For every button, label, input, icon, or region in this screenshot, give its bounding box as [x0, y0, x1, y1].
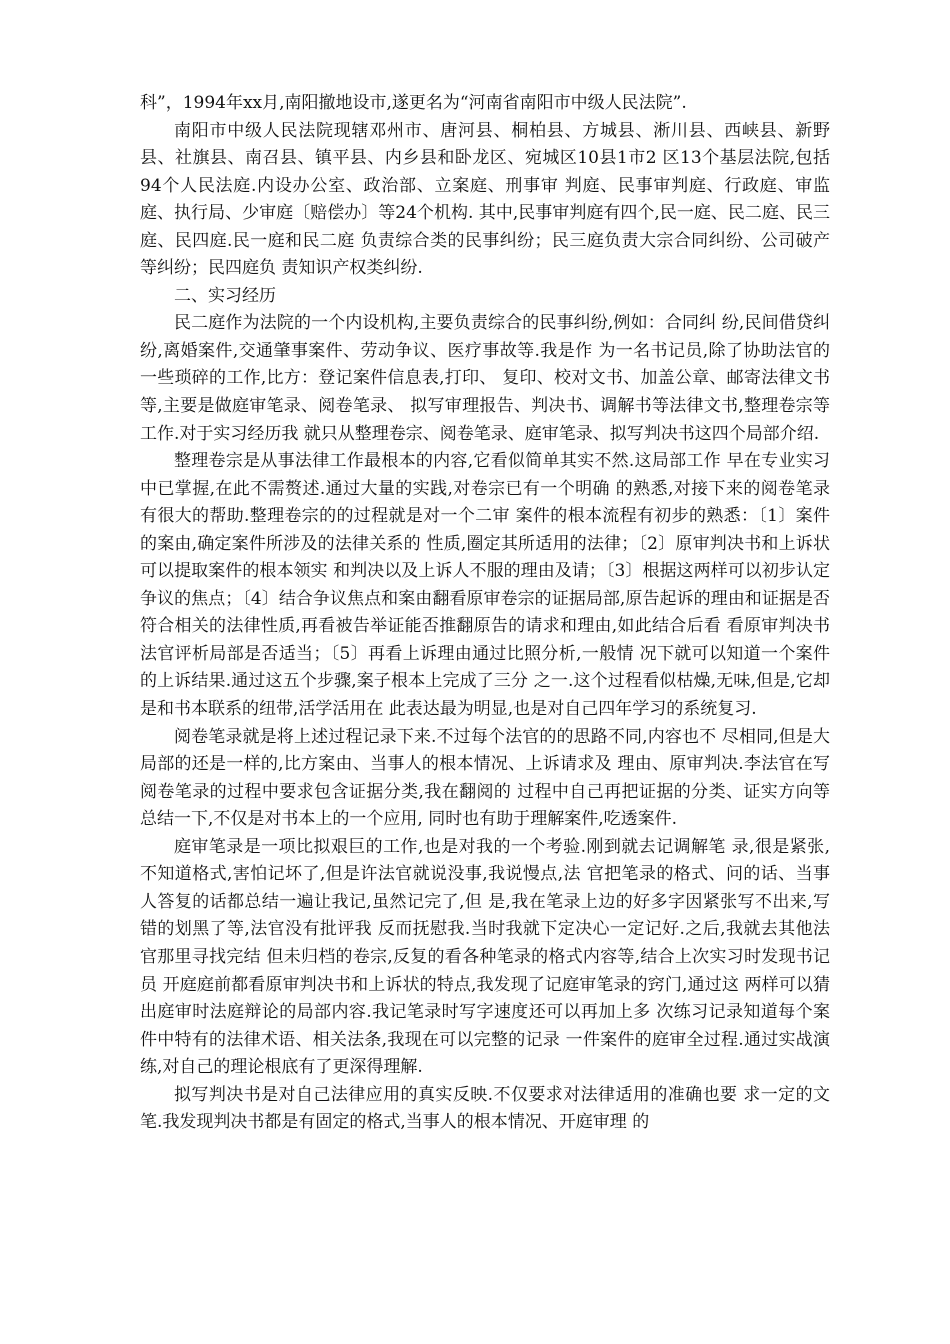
section-heading-internship: 二、实习经历: [174, 285, 276, 306]
paragraph-court-rename: 科”，1994年xx月,南阳撤地设市,遂更名为“河南省南阳市中级人民法院”.: [140, 93, 687, 113]
document-page: [140, 90, 830, 1137]
paragraph-internship-intro: 民二庭作为法院的一个内设机构,主要负责综合的民事纠纷,例如：合同纠 纷,民间借贷纠纷,离婚案件,交通肇事案件、劳动争议、医疗事故等.我是作 为一名书记员,除了协助法官的一些琐碎的工作,比方：登记案件信息表,打印、 复印、校对文书、加盖公章、邮寄法律文书等,主要是做庭审笔录、阅卷笔录、 拟写审理报告、判决书、调解书等法律文书,整理卷宗等工作.对于实习经历我 就只从整理卷宗、阅卷笔录、庭审笔录、拟写判决书这四个局部介绍.: [140, 313, 830, 444]
paragraph-court-jurisdiction: 南阳市中级人民法院现辖邓州市、唐河县、桐柏县、方城县、淅川县、西峡县、新野县、社旗县、南召县、镇平县、内乡县和卧龙区、宛城区10县1市2 区13个基层法院,包括94个人民法庭.内设办公室、政治部、立案庭、刑事审 判庭、民事审判庭、行政庭、审监庭、执行局、少审庭〔赔偿办〕等24个机构. 其中,民事审判庭有四个,民一庭、民二庭、民三庭、民四庭.民一庭和民二庭 负责综合类的民事纠纷；民三庭负责大宗合同纠纷、公司破产等纠纷；民四庭负 责知识产权类纠纷.: [140, 120, 830, 279]
paragraph-file-review-notes: 阅卷笔录就是将上述过程记录下来.不过每个法官的的思路不同,内容也不 尽相同,但是大局部的还是一样的,比方案由、当事人的根本情况、上诉请求及 理由、原审判决.李法官在写阅卷笔录的过程中要求包含证据分类,我在翻阅的 过程中自己再把证据的分类、证实方向等总结一下,不仅是对书本上的一个应用, 同时也有助于理解案件,吃透案件.: [140, 726, 830, 830]
paragraph-trial-notes: 庭审笔录是一项比拟艰巨的工作,也是对我的一个考验.刚到就去记调解笔 录,很是紧张,不知道格式,害怕记坏了,但是许法官就说没事,我说慢点,法 官把笔录的格式、问的话、当事人答复的话都总结一遍让我记,虽然记完了,但 是,我在笔录上边的好多字因紧张写不出来,写错的划黑了等,法官没有批评我 反而抚慰我.当时我就下定决心一定记好.之后,我就去其他法官那里寻找完结 但未归档的卷宗,反复的看各种笔录的格式内容等,结合上次实习时发现书记员 开庭庭前都看原审判决书和上诉状的特点,我发现了记庭审笔录的窍门,通过这 两样可以猜出庭审时法庭辩论的局部内容.我记笔录时写字速度还可以再加上多 次练习记录知道每个案件中特有的法律术语、相关法条,我现在可以完整的记录 一件案件的庭审全过程.通过实战演练,对自己的理论根底有了更深得理解.: [140, 836, 830, 1078]
paragraph-judgment-drafting: 拟写判决书是对自己法律应用的真实反映.不仅要求对法律适用的准确也要 求一定的文笔.我发现判决书都是有固定的格式,当事人的根本情况、开庭审理 的: [140, 1084, 830, 1133]
paragraph-file-organizing: 整理卷宗是从事法律工作最根本的内容,它看似简单其实不然.这局部工作 早在专业实习中已掌握,在此不需赘述.通过大量的实践,对卷宗已有一个明确 的熟悉,对接下来的阅卷笔录有很大的帮助.整理卷宗的的过程就是对一个二审 案件的根本流程有初步的熟悉：〔1〕案件的案由,确定案件所涉及的法律关系的 性质,圈定其所适用的法律；〔2〕原审判决书和上诉状可以提取案件的根本领实 和判决以及上诉人不服的理由及请；〔3〕根据这两样可以初步认定争议的焦点；〔4〕结合争议焦点和案由翻看原审卷宗的证据局部,原告起诉的理由和证据是否符合相关的法律性质,再看被告举证能否推翻原告的请求和理由,如此结合后看 看原审判决书法官评析局部是否适当；〔5〕再看上诉理由通过比照分析,一般情 况下就可以知道一个案件的上诉结果.通过这五个步骤,案子根本上完成了三分 之一.这个过程看似枯燥,无味,但是,它却是和书本联系的纽带,活学活用在 此表达最为明显,也是对自己四年学习的系统复习.: [140, 451, 830, 720]
